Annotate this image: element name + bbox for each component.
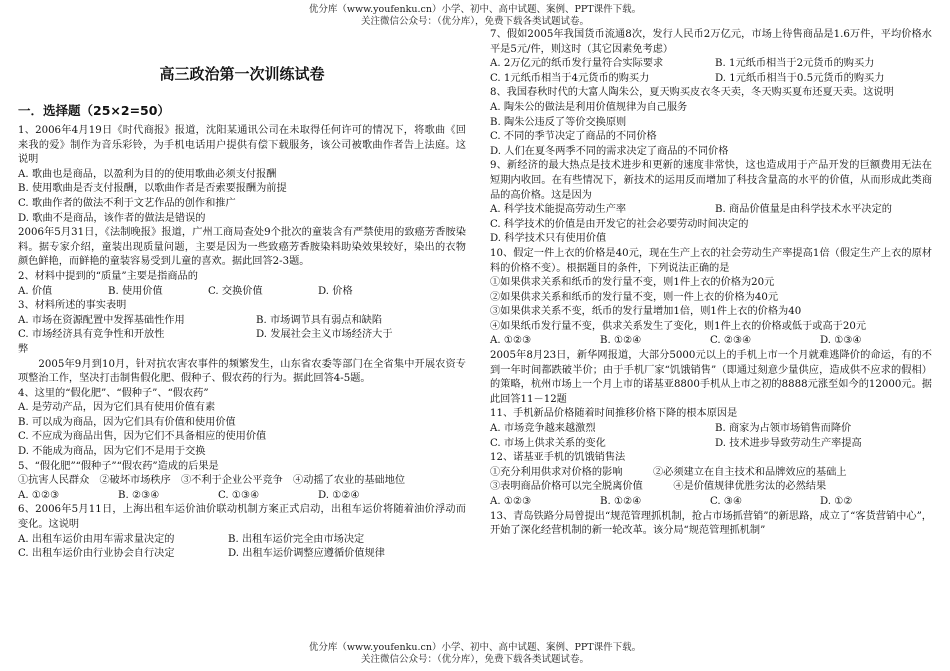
question-11: 11、手机新品价格随着时间推移价格下降的根本原因是 xyxy=(490,408,738,420)
q12-option-a: A. ①②③ xyxy=(490,496,532,507)
q4-option-b: B. 可以成为商品，因为它们具有价值和使用价值 xyxy=(18,416,236,428)
q9-option-d: D. 科学技术只有使用价值 xyxy=(490,233,607,245)
q3-options-ab xyxy=(18,314,466,329)
q12-option-b: B. ①②④ xyxy=(600,496,642,507)
footer-line-1: 优分库（www.youfenku.cn）小学、初中、高中试题、案例、PPT课件下载。 xyxy=(308,642,642,653)
question-5: 5、“假化肥”“假种子”“假农药”造成的后果是 xyxy=(18,460,219,472)
question-2: 2、材料中提到的“质量”主要是指商品的 xyxy=(18,270,198,282)
q6-option-a: A. 出租车运价由用车需求量决定的 xyxy=(18,533,175,545)
section-heading: 一．选择题（25×2=50） xyxy=(18,103,170,118)
q2-option-a: A. 价值 xyxy=(18,285,53,297)
q1-option-a: A. 歌曲也是商品，以盈利为目的的使用歌曲必须支付报酬 xyxy=(18,168,277,180)
q5-option-d: D. ①②④ xyxy=(318,489,360,501)
q11-options-cd xyxy=(490,437,932,452)
q11-option-b: B. 商家为占领市场销售而降价 xyxy=(715,423,852,435)
q12-option-d: D. ①② xyxy=(820,496,853,507)
question-13: 13、青岛铁路分局曾提出“规范管理抓机制，抢占市场抓营销”的新思路，成立了“客货营销中心”，开始了深化经营机制的新一轮改革。该分局“规范管理抓机制” xyxy=(490,510,932,537)
q10-statement-4: ④如果纸币发行量不变，供求关系发生了变化，则1件上衣的价格或低于或高于20元 xyxy=(490,320,867,332)
page-header xyxy=(0,4,950,28)
q10-statement-2: ②如果供求关系和纸币的发行量不变，则一件上衣的价格为40元 xyxy=(490,291,779,303)
q6-option-d: D. 出租车运价调整应遵循价值规律 xyxy=(228,548,385,560)
q3-option-b: B. 市场调节具有弱点和缺陷 xyxy=(256,314,383,326)
q4-option-a: A. 是劳动产品，因为它们具有使用价值有素 xyxy=(18,402,216,414)
q12-options xyxy=(490,495,932,510)
q2-option-b: B. 使用价值 xyxy=(108,285,163,297)
q9-option-b: B. 商品价值量是由科学技术水平决定的 xyxy=(715,204,892,216)
passage-2-3: 2006年5月31日，《法制晚报》报道，广州工商局查处9个批次的童装含有严禁使用的致癌芳香胺染料。据专家介绍，童装出现质量问题，主要是因为一些致癌芳香胺染料助染效果较好，染出的衣物颜色鲜艳，而鲜艳的童装容易受到儿童的喜欢。据此回答2-3题。 xyxy=(18,227,466,268)
q3-option-d-cont: 弊 xyxy=(18,343,29,355)
q3-option-c: C. 市场经济具有竞争性和开放性 xyxy=(18,329,165,341)
q6-options-cd xyxy=(18,547,466,562)
passage-11-12: 2005年8月23日，新华网报道，大部分5000元以上的手机上市一个月就难逃降价的命运，有的不到一年时间都跌破半价；由于手机厂家“饥饿销售”（即通过刻意少量供应，造成供不应求的假相）的策略，杭州市场上一个月上市的诺基亚8800手机从上市之初的8888元涨至如今的12000元。据此回答11－12题 xyxy=(490,350,932,405)
q10-option-c: C. ②③④ xyxy=(710,335,752,347)
q10-statement-1: ①如果供求关系和纸币的发行量不变，则1件上衣的价格为20元 xyxy=(490,277,775,289)
question-3: 3、材料所述的事实表明 xyxy=(18,300,127,312)
q5-statements: ①抗害人民群众 ②破坏市场秩序 ③不利于企业公平竞争 ④动摇了农业的基础地位 xyxy=(18,475,406,487)
q11-options-ab xyxy=(490,422,932,437)
q9-options-ab xyxy=(490,203,932,218)
right-column xyxy=(490,28,932,539)
q3-option-d: D. 发展社会主义市场经济大于 xyxy=(256,329,393,341)
q8-option-a: A. 陶朱公的做法是利用价值规律为自己服务 xyxy=(490,101,688,113)
q1-option-d: D. 歌曲不是商品，该作者的做法是错误的 xyxy=(18,212,206,224)
q11-option-d: D. 技术进步导致劳动生产率提高 xyxy=(715,437,862,449)
question-4: 4、这里的“假化肥”、“假种子”、“假农药” xyxy=(18,387,209,399)
q2-options xyxy=(18,285,466,300)
q6-options-ab xyxy=(18,533,466,548)
q1-option-b: B. 使用歌曲是否支付报酬，以歌曲作者是否索要报酬为前提 xyxy=(18,183,287,195)
q9-option-c: C. 科学技术的价值是由开发它的社会必要劳动时间决定的 xyxy=(490,218,749,230)
q6-option-c: C. 出租车运价由行业协会自行决定 xyxy=(18,548,175,560)
q9-option-a: A. 科学技术能提高劳动生产率 xyxy=(490,204,627,216)
q8-option-d: D. 人们在夏冬两季不同的需求决定了商品的不同价格 xyxy=(490,145,729,157)
exam-title: 高三政治第一次训练试卷 xyxy=(159,65,325,83)
q7-options-cd xyxy=(490,72,932,87)
left-column xyxy=(18,28,466,562)
q5-option-a: A. ①②③ xyxy=(18,489,60,501)
q1-option-c: C. 歌曲作者的做法不利于文艺作品的创作和推广 xyxy=(18,197,236,209)
question-8: 8、我国春秋时代的大富人陶朱公，夏天购买皮衣冬天卖，冬天购买夏布还夏天卖。这说明 xyxy=(490,87,894,99)
question-12: 12、诺基亚手机的饥饿销售法 xyxy=(490,452,626,464)
question-10: 10、假定一件上衣的价格是40元，现在生产上衣的社会劳动生产率提高1倍（假定生产上衣的原材料的价格不变）。根据题目的条件，下列说法正确的是 xyxy=(490,247,932,274)
header-line-2: 关注微信公众号：（优分库），免费下载各类试题试卷。 xyxy=(360,16,589,27)
q11-option-a: A. 市场竞争越来越激烈 xyxy=(490,423,596,435)
footer-line-2: 关注微信公众号：（优分库），免费下载各类试题试卷。 xyxy=(360,654,589,665)
q7-options-ab xyxy=(490,57,932,72)
q7-option-a: A. 2万亿元的纸币发行量符合实际要求 xyxy=(490,58,664,70)
question-7: 7、假如2005年我国货币流通8次，发行人民币2万亿元，市场上待售商品是1.6万件，平均价格水平是5元/件，则这时（其它因素免考虑） xyxy=(490,29,932,55)
q7-option-d: D. 1元纸币相当于0.5元货币的购买力 xyxy=(715,72,885,84)
q6-option-b: B. 出租车运价完全由市场决定 xyxy=(228,533,365,545)
q8-option-b: B. 陶朱公违反了等价交换原则 xyxy=(490,116,627,128)
passage-4-5: 2005年9月到10月，针对抗农害农事件的频繁发生，山东省农委等部门在全省集中开展农资专项整治工作，坚决打击制售假化肥、假种子、假农药的行为。据此回答4-5题。 xyxy=(18,358,466,385)
question-1: 1、2006年4月19日《时代商报》报道，沈阳某通讯公司在未取得任何许可的情况下，将歌曲《回来我的爱》制作为音乐彩铃，为手机电话用户提供有偿下载服务，该公司被歌曲作者告上法庭。这说明 xyxy=(18,125,466,166)
q10-option-a: A. ①②③ xyxy=(490,335,532,347)
q5-option-c: C. ①③④ xyxy=(218,489,260,501)
q4-option-d: D. 不能成为商品，因为它们不是用于交换 xyxy=(18,446,206,458)
q10-options xyxy=(490,334,932,349)
q2-option-c: C. 交换价值 xyxy=(208,285,263,297)
q4-option-c: C. 不应成为商品出售，因为它们不具备相应的使用价值 xyxy=(18,431,267,443)
page-footer xyxy=(0,642,950,666)
header-line-1: 优分库（www.youfenku.cn）小学、初中、高中试题、案例、PPT课件下载。 xyxy=(308,4,642,15)
q12-statements-2: ③表明商品价格可以完全脱离价值 ④是价值规律优胜劣汰的必然结果 xyxy=(490,481,827,493)
q2-option-d: D. 价格 xyxy=(318,285,353,297)
q11-option-c: C. 市场上供求关系的变化 xyxy=(490,437,606,449)
q10-option-b: B. ①②④ xyxy=(600,335,642,347)
q10-option-d: D. ①③④ xyxy=(820,335,862,347)
question-9: 9、新经济的最大热点是技术进步和更新的速度非常快，这也造成用于产品开发的巨额费用无法在短期内收回。在有些情况下，新技术的运用反而增加了科技含量高的水平的价值，从而形成此类商品的高价格。这是因为 xyxy=(490,160,932,201)
q3-options-cd xyxy=(18,328,466,343)
q5-option-b: B. ②③④ xyxy=(118,489,160,501)
q7-option-b: B. 1元纸币相当于2元货币的购买力 xyxy=(715,58,875,70)
q12-option-c: C. ③④ xyxy=(710,496,743,507)
q3-option-a: A. 市场在资源配置中发挥基础性作用 xyxy=(18,314,185,326)
q5-options xyxy=(18,489,466,504)
question-6: 6、2006年5月11日，上海出租车运价油价联动机制方案正式启动，出租车运价将随着油价浮动而变化。这说明 xyxy=(18,504,466,531)
q10-statement-3: ③如果供求关系不变，纸币的发行量增加1倍，则1件上衣的价格为40 xyxy=(490,306,802,318)
q8-option-c: C. 不同的季节决定了商品的不同价格 xyxy=(490,131,657,143)
q12-statements-1: ①充分利用供求对价格的影响 ②必须建立在自主技术和品牌效应的基础上 xyxy=(490,466,847,478)
q7-option-c: C. 1元纸币相当于4元货币的购买力 xyxy=(490,72,650,84)
